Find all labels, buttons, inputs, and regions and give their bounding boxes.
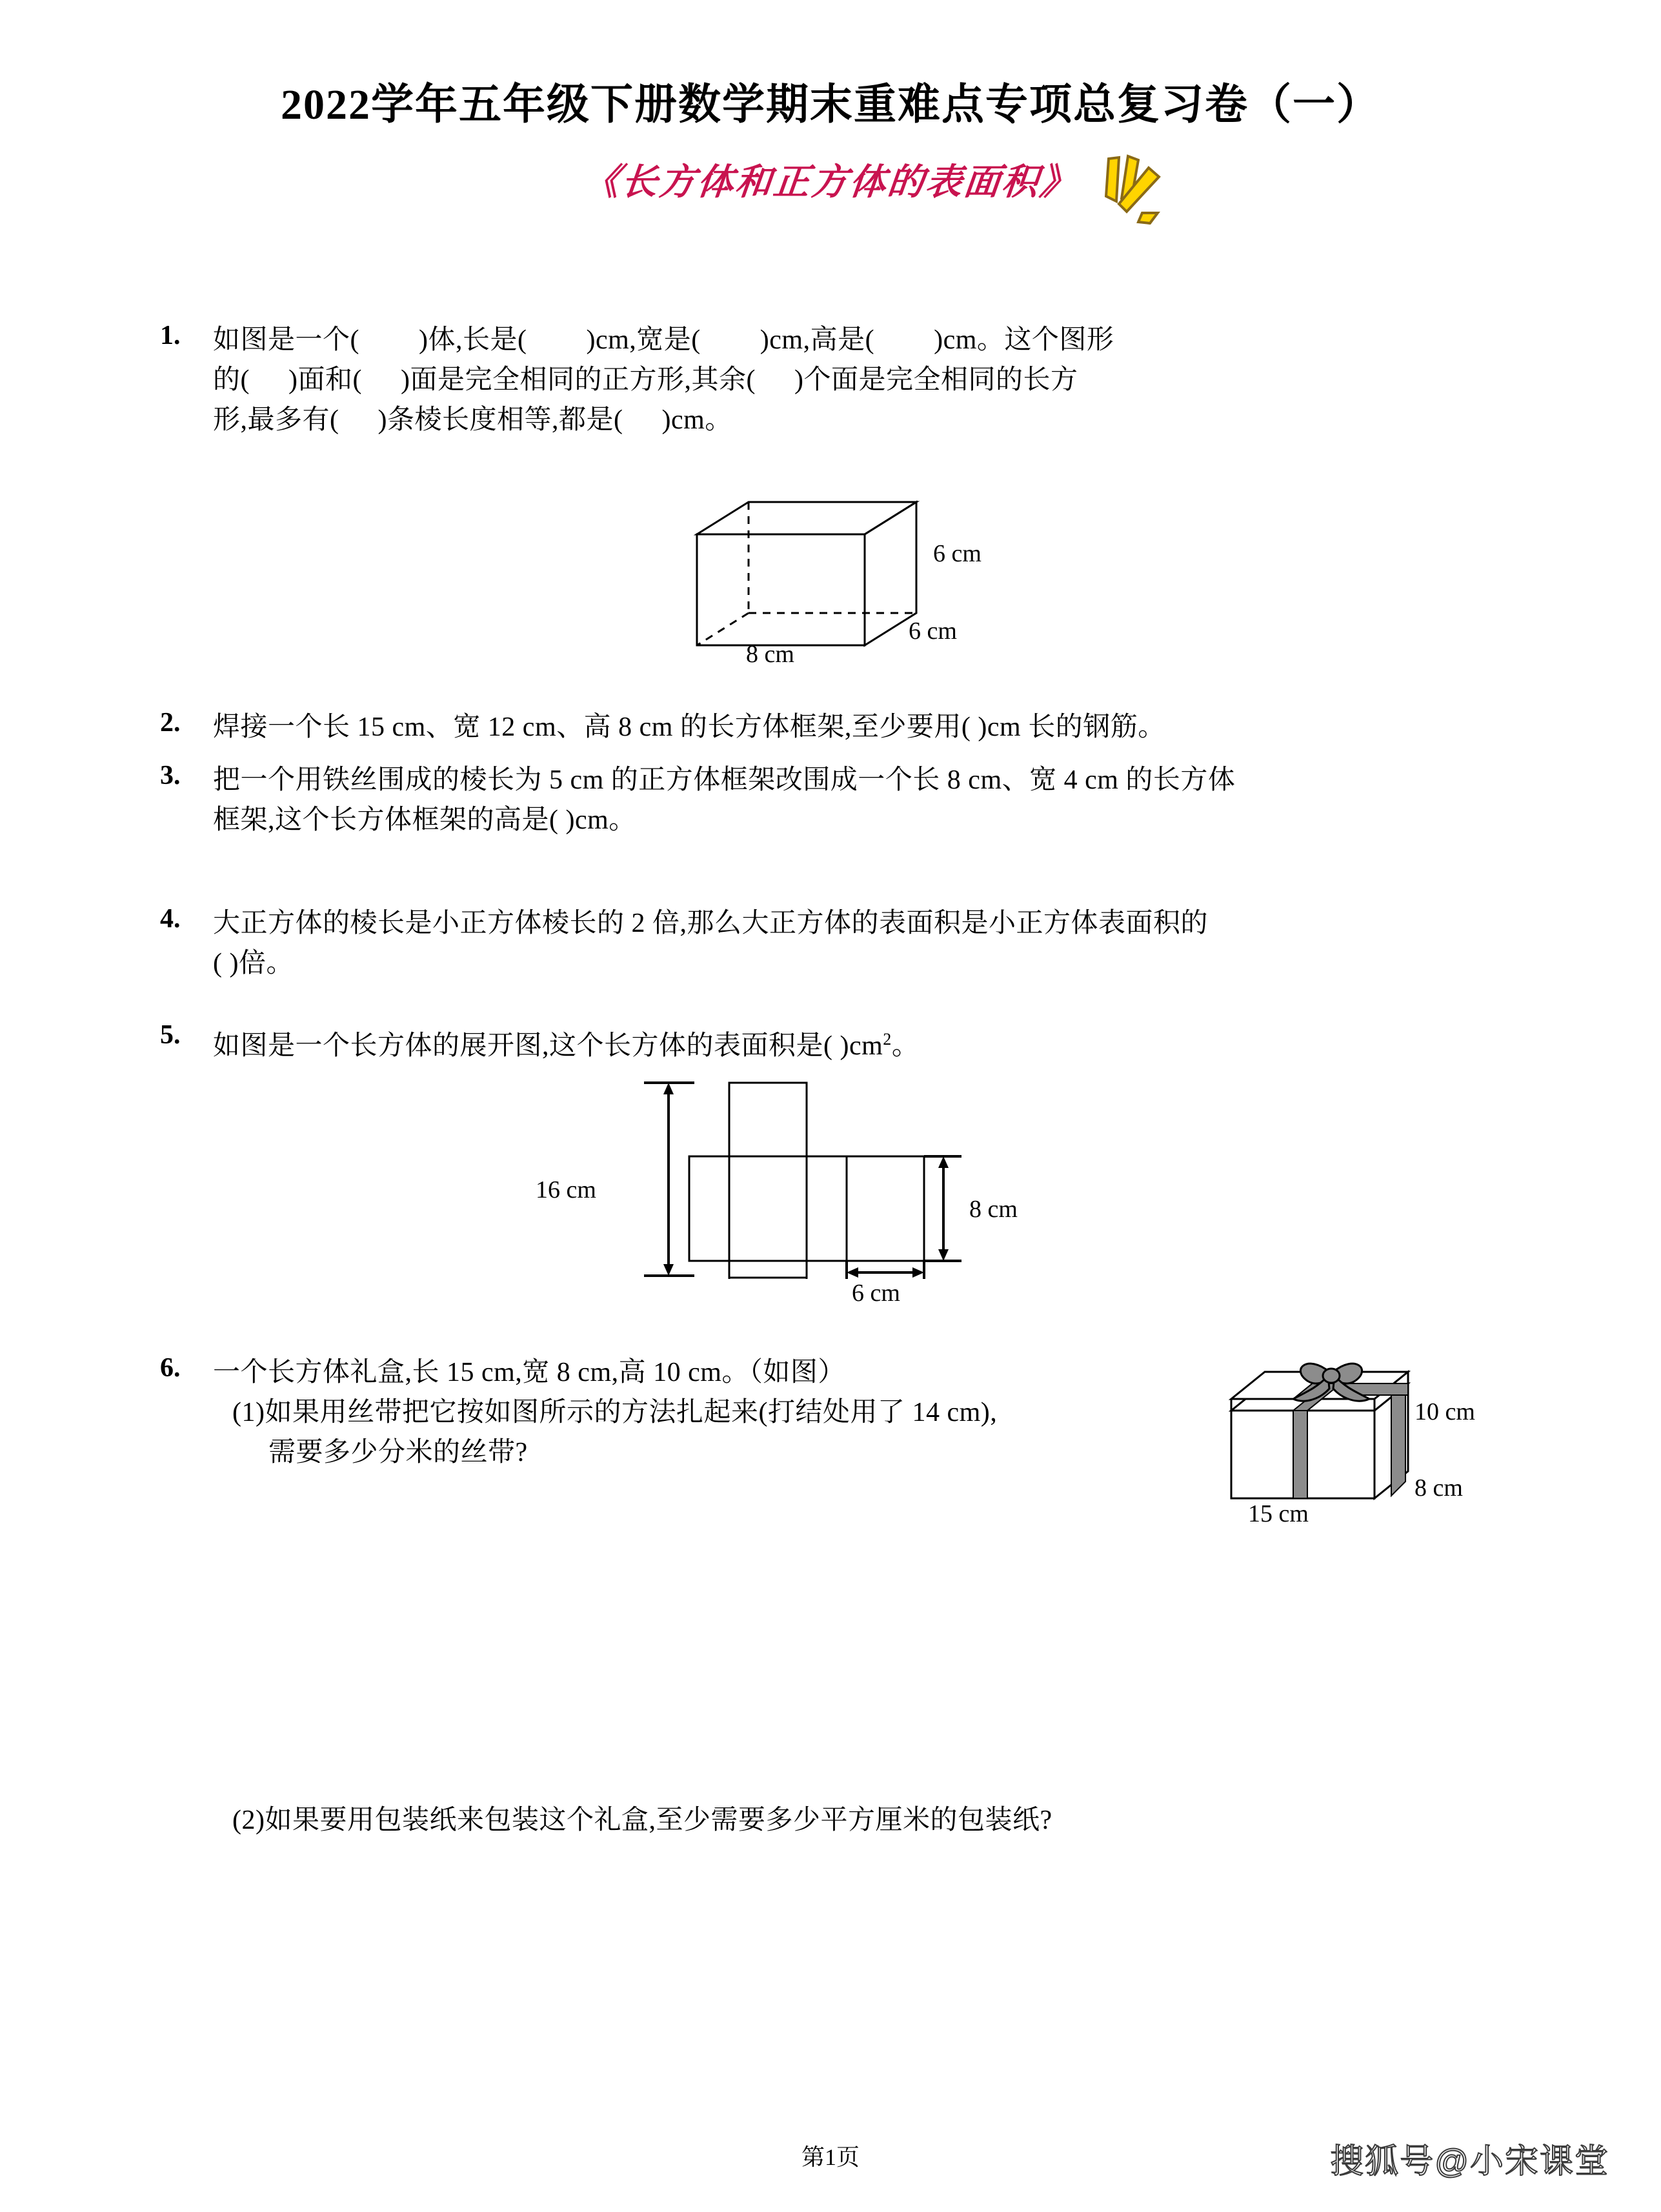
q5-superscript: 2 [883,1030,892,1049]
question-4-number: 4. [160,904,181,934]
giftbox-height-label: 10 cm [1414,1398,1475,1425]
q1-l2b: )面和( [288,365,362,395]
net-total-height-label: 16 cm [536,1176,596,1203]
q1-l1b: )体,长是( [419,325,527,355]
q1-l2a: 的( [213,365,250,395]
q3-line1: 把一个用铁丝围成的棱长为 5 cm 的正方体框架改围成一个长 8 cm、宽 4 cm 的长方体 [213,765,1236,795]
question-2-text: 焊接一个长 15 cm、宽 12 cm、高 8 cm 的长方体框架,至少要用( )cm 长的钢筋。 [213,712,1165,742]
q3-line2: 框架,这个长方体框架的高是( )cm。 [213,805,636,835]
question-6-part2-text: (2)如果要用包装纸来包装这个礼盒,至少需要多少平方厘米的包装纸? [232,1805,1052,1835]
cuboid-depth-label: 6 cm [909,618,957,645]
giftbox-figure-q6 [1226,1352,1497,1540]
q1-l3a: 形,最多有( [213,405,339,435]
page-number-footer: 第1页 [801,2144,860,2170]
cuboid-figure-q1 [684,497,1020,668]
net-face-height-label: 8 cm [969,1196,1018,1223]
net-figure-q5 [536,1079,1162,1307]
question-5-text [213,1020,1497,1066]
question-1-number: 1. [160,321,181,350]
question-1-text [213,320,1478,440]
q1-l3c: )cm。 [661,405,732,435]
q4-line2: ( )倍。 [213,949,294,978]
q1-l1c: )cm,宽是( [586,325,701,355]
cuboid-width-label: 8 cm [746,641,794,668]
question-3-text [213,760,1497,840]
giftbox-depth-label: 8 cm [1414,1474,1463,1502]
q1-l2d: )个面是完全相同的长方 [794,365,1078,395]
question-2-number: 2. [160,708,181,738]
question-6-number: 6. [160,1353,181,1383]
q6-part1-line1: (1)如果用丝带把它按如图所示的方法扎起来(打结处用了 14 cm), [232,1398,998,1427]
page-title: 2022学年五年级下册数学期末重难点专项总复习卷（一） [281,81,1380,128]
q6-line1: 一个长方体礼盒,长 15 cm,宽 8 cm,高 10 cm。（如图） [213,1358,845,1387]
subtitle-container [0,154,1661,231]
giftbox-width-label: 15 cm [1248,1500,1309,1527]
q6-part1-line2: 需要多少分米的丝带? [268,1438,528,1467]
question-6-text [213,1352,1168,1473]
question-5-number: 5. [160,1020,181,1050]
q1-l3b: )条棱长度相等,都是( [378,405,623,435]
question-4-text [213,903,1497,983]
q4-line1: 大正方体的棱长是小正方体棱长的 2 倍,那么大正方体的表面积是小正方体表面积的 [213,909,1209,938]
q5-text-b: 。 [891,1031,920,1061]
decorative-rays-icon [1097,154,1187,225]
cuboid-height-label: 6 cm [933,540,982,567]
net-face-width-label: 6 cm [852,1280,900,1307]
q1-l1d: )cm,高是( [760,325,875,355]
page-subtitle: 《长方体和正方体的表面积》 [580,163,1080,203]
question-3-number: 3. [160,761,181,790]
q1-l2c: )面是完全相同的正方形,其余( [400,365,756,395]
q1-l1a: 如图是一个( [213,325,359,355]
q5-text-a: 如图是一个长方体的展开图,这个长方体的表面积是( )cm [213,1031,883,1061]
q1-l1e: )cm。这个图形 [934,325,1114,355]
watermark-label: 搜狐号@小宋课堂 [1330,2143,1609,2180]
